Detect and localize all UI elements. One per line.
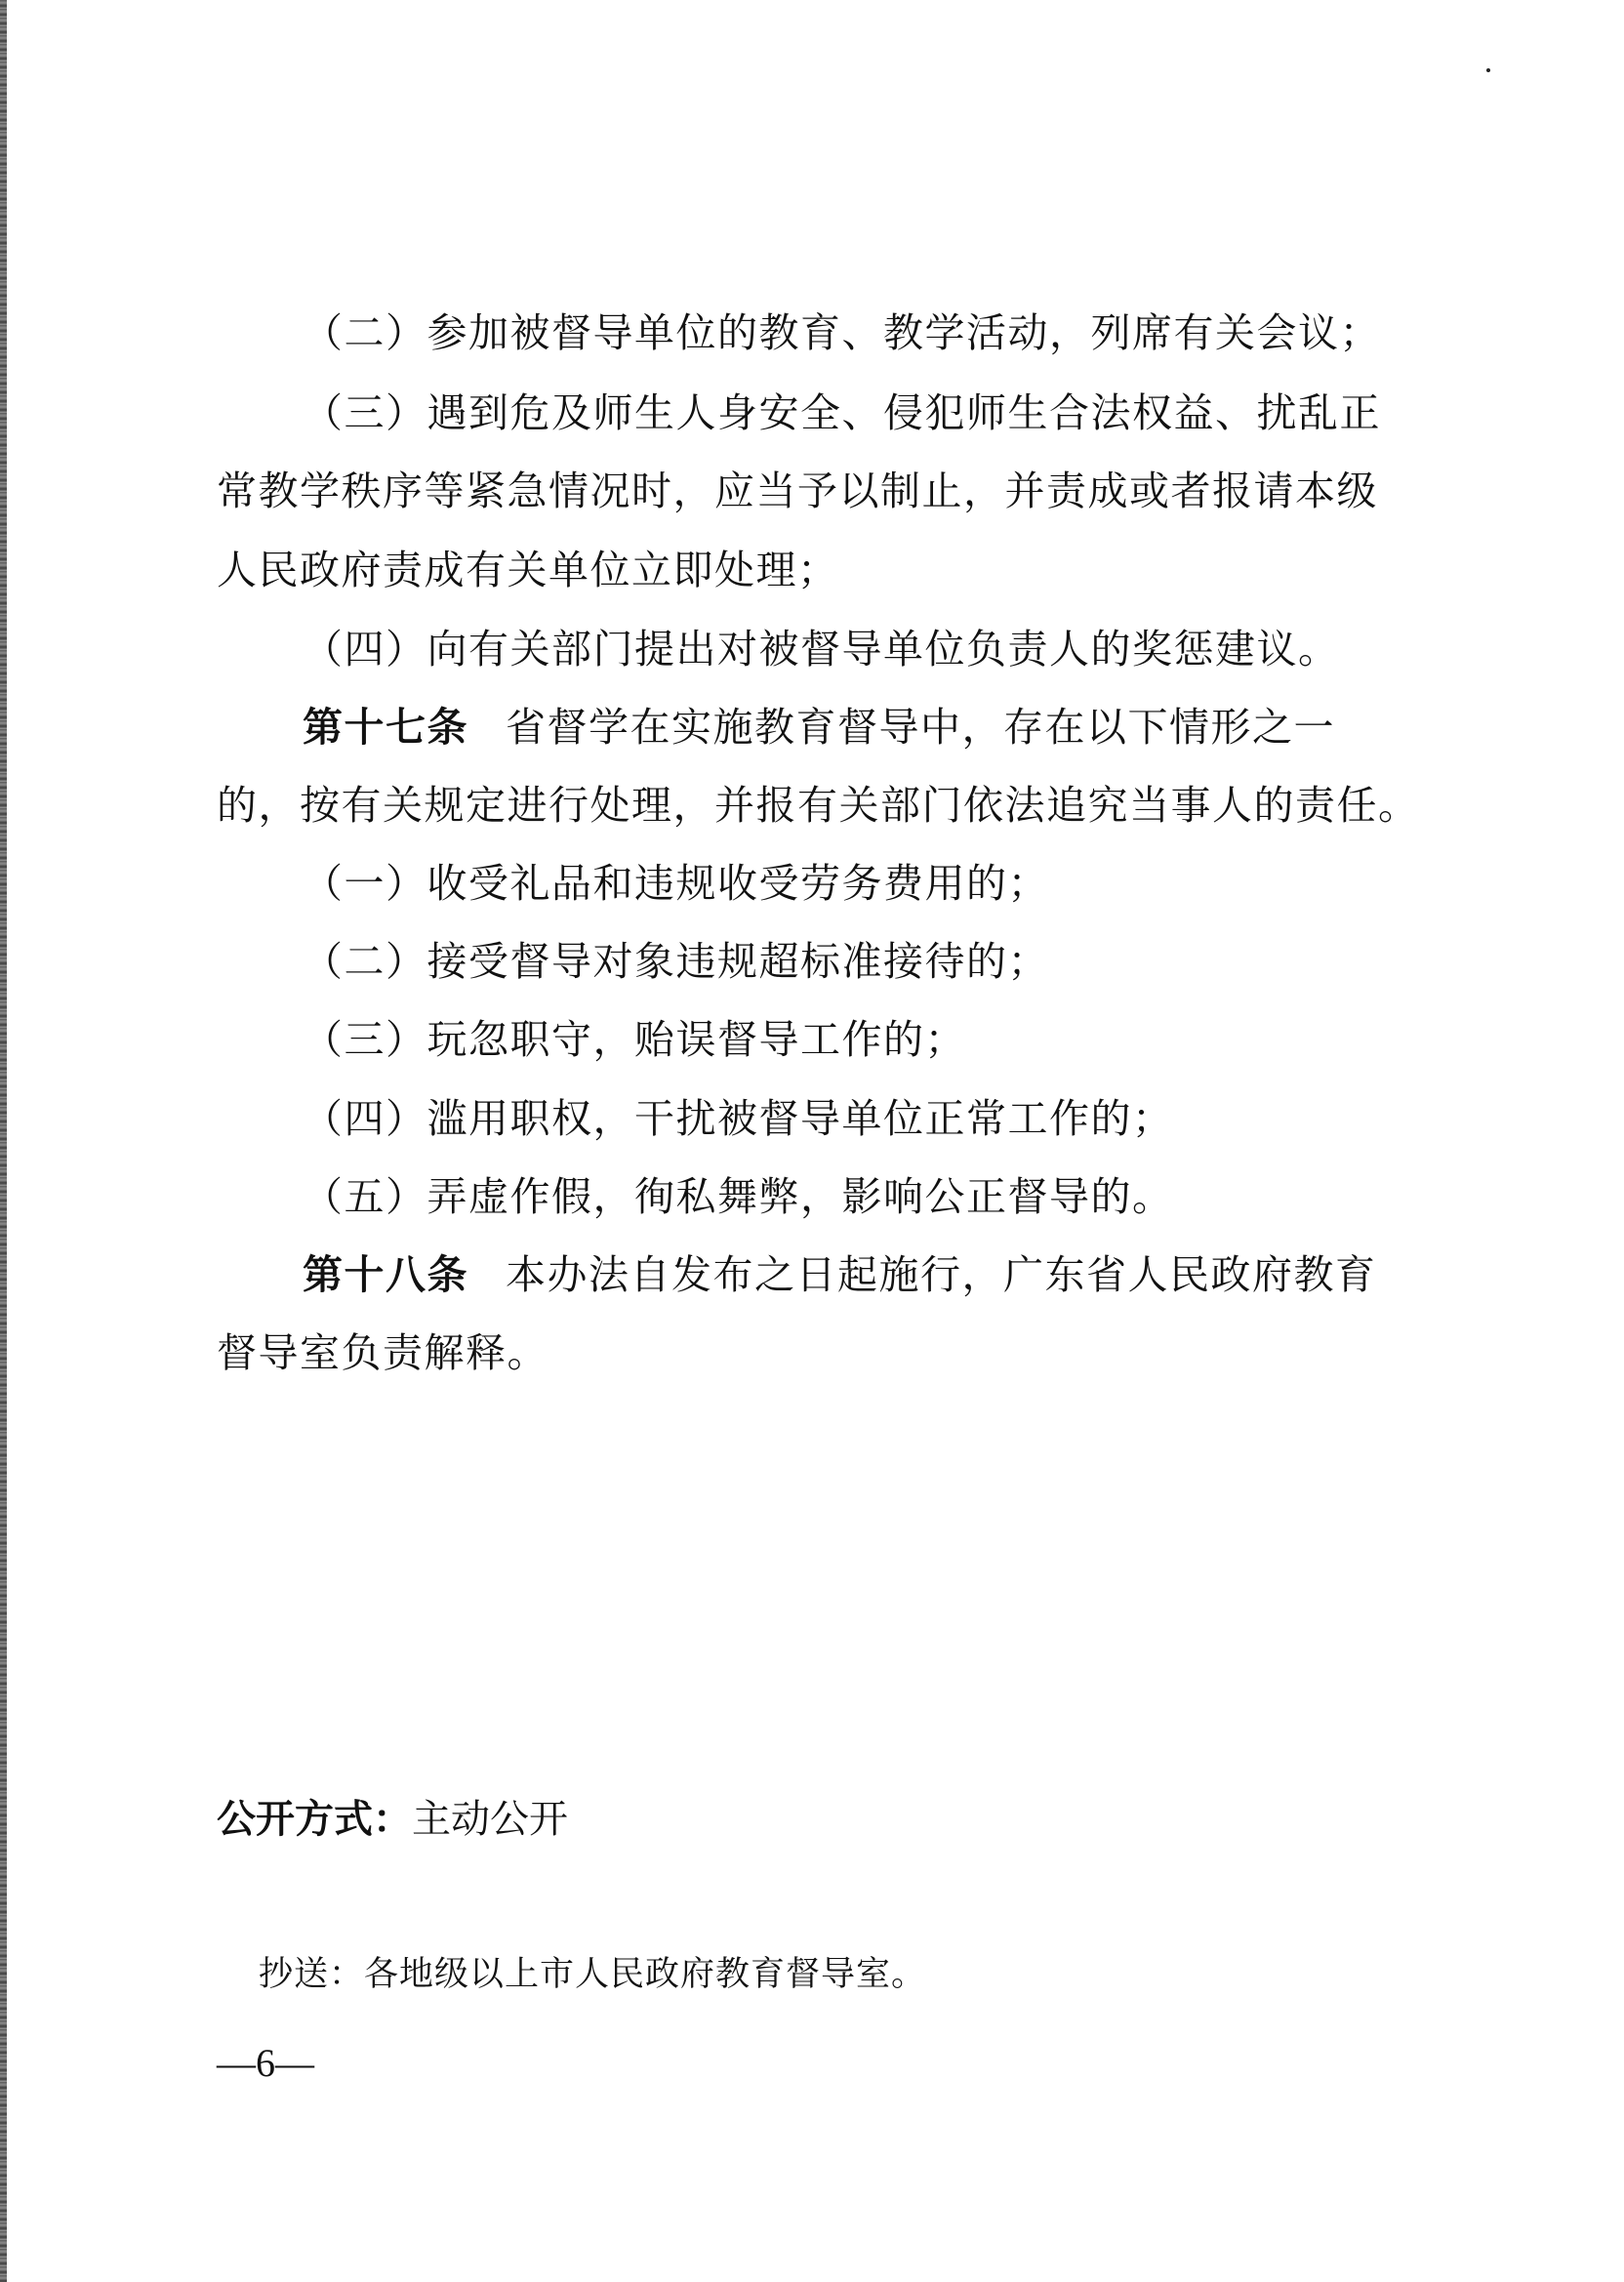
item-emergency-cont-1: 常教学秩序等紧急情况时，应当予以制止，并责成或者报请本级 (217, 468, 1378, 514)
article-18-line-2: 督导室负责解释。 (217, 1329, 548, 1376)
article-17-item-1: （一）收受礼品和违规收受劳务费用的； (303, 860, 1049, 907)
article-17-item-3: （三）玩忽职守，贻误督导工作的； (303, 1016, 966, 1063)
cc-line: 抄送：各地级以上市人民政府教育督导室。 (259, 1955, 927, 1994)
article-17-item-2: （二）接受督导对象违规超标准接待的； (303, 938, 1049, 985)
item-participate: （二）参加被督导单位的教育、教学活动，列席有关会议； (303, 309, 1381, 356)
article-17-line-1 (303, 700, 1503, 754)
disclosure-label: 公开方式： (217, 1797, 412, 1842)
article-18-text-1: 本办法自发布之日起施行，广东省人民政府教育 (506, 1251, 1377, 1298)
article-17-item-5: （五）弄虚作假，徇私舞弊，影响公正督导的。 (303, 1173, 1174, 1220)
scan-speck (1486, 68, 1490, 72)
disclosure-line (217, 1792, 568, 1847)
item-reward-suggestion: （四）向有关部门提出对被督导单位负责人的奖惩建议。 (303, 626, 1340, 672)
scan-edge (0, 0, 7, 2282)
item-emergency-cont-2: 人民政府责成有关单位立即处理； (217, 547, 839, 593)
disclosure-value: 主动公开 (412, 1797, 568, 1842)
article-18-title: 第十八条 (303, 1251, 468, 1298)
item-emergency: （三）遇到危及师生人身安全、侵犯师生合法权益、扰乱正 (303, 389, 1381, 436)
article-17-line-2: 的，按有关规定进行处理，并报有关部门依法追究当事人的责任。 (217, 782, 1420, 829)
article-18-line-1 (303, 1247, 1503, 1302)
page-number: —6— (217, 2041, 314, 2085)
article-17-text-1: 省督学在实施教育督导中，存在以下情形之一 (506, 704, 1335, 751)
article-17-title: 第十七条 (303, 704, 468, 751)
article-17-item-4: （四）滥用职权，干扰被督导单位正常工作的； (303, 1095, 1174, 1142)
